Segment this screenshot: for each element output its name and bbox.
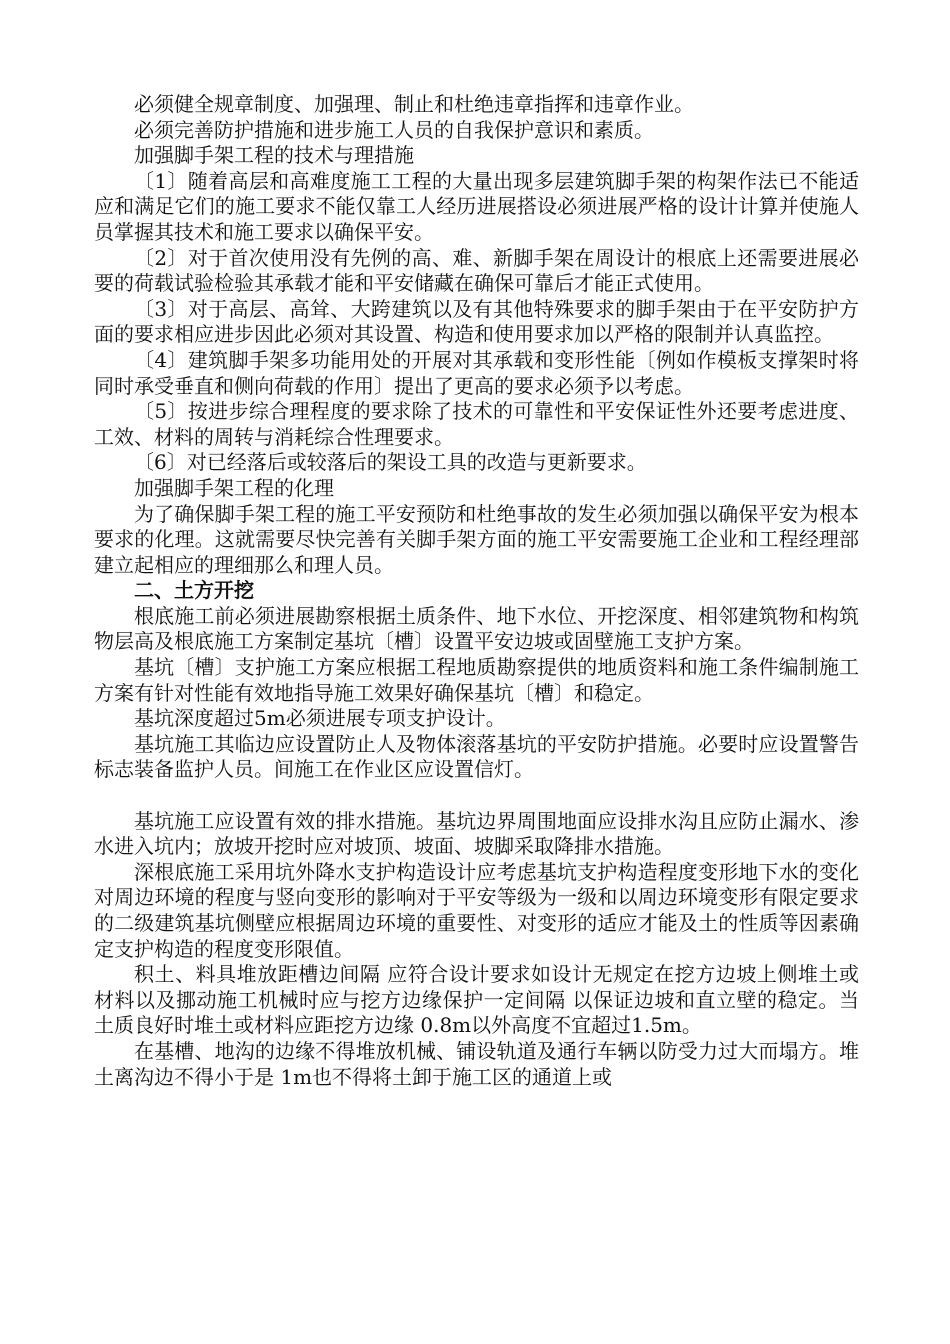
paragraph: 〔4〕建筑脚手架多功能用处的开展对其承载和变形性能〔例如作模板支撑架时将同时承受垂直和侧向荷载的作用〕提出了更高的要求必须予以考虑。: [94, 347, 859, 398]
paragraph: 在基槽、地沟的边缘不得堆放机械、铺设轨道及通行车辆以防受力过大而塌方。堆土离沟边不得小于是 1m也不得将土卸于施工区的通道上或: [94, 1038, 859, 1089]
paragraph: 深根底施工采用坑外降水支护构造设计应考虑基坑支护构造程度变形地下水的变化对周边环境的程度与竖向变形的影响对于平安等级为一级和以周边环境变形有限定要求的二级建筑基坑侧壁应根据周边环境的重要性、对变形的适应才能及土的性质等因素确定支护构造的程度变形限值。: [94, 859, 859, 961]
paragraph: 〔1〕随着高层和高难度施工工程的大量出现多层建筑脚手架的构架作法已不能适应和满足它们的施工要求不能仅靠工人经历进展搭设必须进展严格的设计计算并使施人员掌握其技术和施工要求以确保平安。: [94, 168, 859, 244]
document-body: [94, 92, 859, 1090]
paragraph: 基坑深度超过5m必须进展专项支护设计。: [134, 706, 506, 731]
paragraph: 基坑〔槽〕支护施工方案应根据工程地质勘察提供的地质资料和施工条件编制施工方案有针对性能有效地指导施工效果好确保基坑〔槽〕和稳定。: [94, 655, 859, 705]
paragraph: 〔3〕对于高层、高耸、大跨建筑以及有其他特殊要求的脚手架由于在平安防护方面的要求相应进步因此必须对其设置、构造和使用要求加以严格的限制并认真监控。: [94, 296, 859, 347]
blank-line: [94, 783, 859, 809]
paragraph: 〔5〕按进步综合理程度的要求除了技术的可靠性和平安保证性外还要考虑进度、工效、材料的周转与消耗综合性理要求。: [94, 399, 859, 449]
paragraph: 必须完善防护措施和进步施工人员的自我保护意识和素质。: [134, 117, 654, 142]
paragraph: 〔6〕对已经落后或较落后的架设工具的改造与更新要求。: [134, 450, 647, 475]
paragraph: 基坑施工应设置有效的排水措施。基坑边界周围地面应设排水沟且应防止漏水、渗水进入坑内；放坡开挖时应对坡顶、坡面、坡脚采取降排水措施。: [94, 808, 859, 859]
paragraph: 积土、料具堆放距槽边间隔 应符合设计要求如设计无规定在挖方边坡上侧堆土或材料以及挪动施工机械时应与挖方边缘保护一定间隔 以保证边坡和直立壁的稳定。当土质良好时堆土或材料应距挖方边缘 0.8m以外高度不宜超过1.5m。: [94, 962, 859, 1038]
paragraph: 加强脚手架工程的技术与理措施: [134, 143, 414, 168]
section-heading: 二、土方开挖: [134, 578, 254, 603]
paragraph: 根底施工前必须进展勘察根据土质条件、地下水位、开挖深度、相邻建筑物和构筑物层高及根底施工方案制定基坑〔槽〕设置平安边坡或固壁施工支护方案。: [94, 603, 859, 654]
paragraph: 〔2〕对于首次使用没有先例的高、难、新脚手架在周设计的根底上还需要进展必要的荷载试验检验其承载才能和平安储藏在确保可靠后才能正式使用。: [94, 245, 859, 296]
paragraph: 必须健全规章制度、加强理、制止和杜绝违章指挥和违章作业。: [134, 92, 694, 116]
paragraph: 为了确保脚手架工程的施工平安预防和杜绝事故的发生必须加强以确保平安为根本要求的化理。这就需要尽快完善有关脚手架方面的施工平安需要施工企业和工程经理部建立起相应的理细那么和理人员。: [94, 501, 859, 577]
paragraph: 加强脚手架工程的化理: [134, 475, 334, 500]
paragraph: 基坑施工其临边应设置防止人及物体滚落基坑的平安防护措施。必要时应设置警告标志装备监护人员。间施工在作业区应设置信灯。: [94, 731, 859, 782]
